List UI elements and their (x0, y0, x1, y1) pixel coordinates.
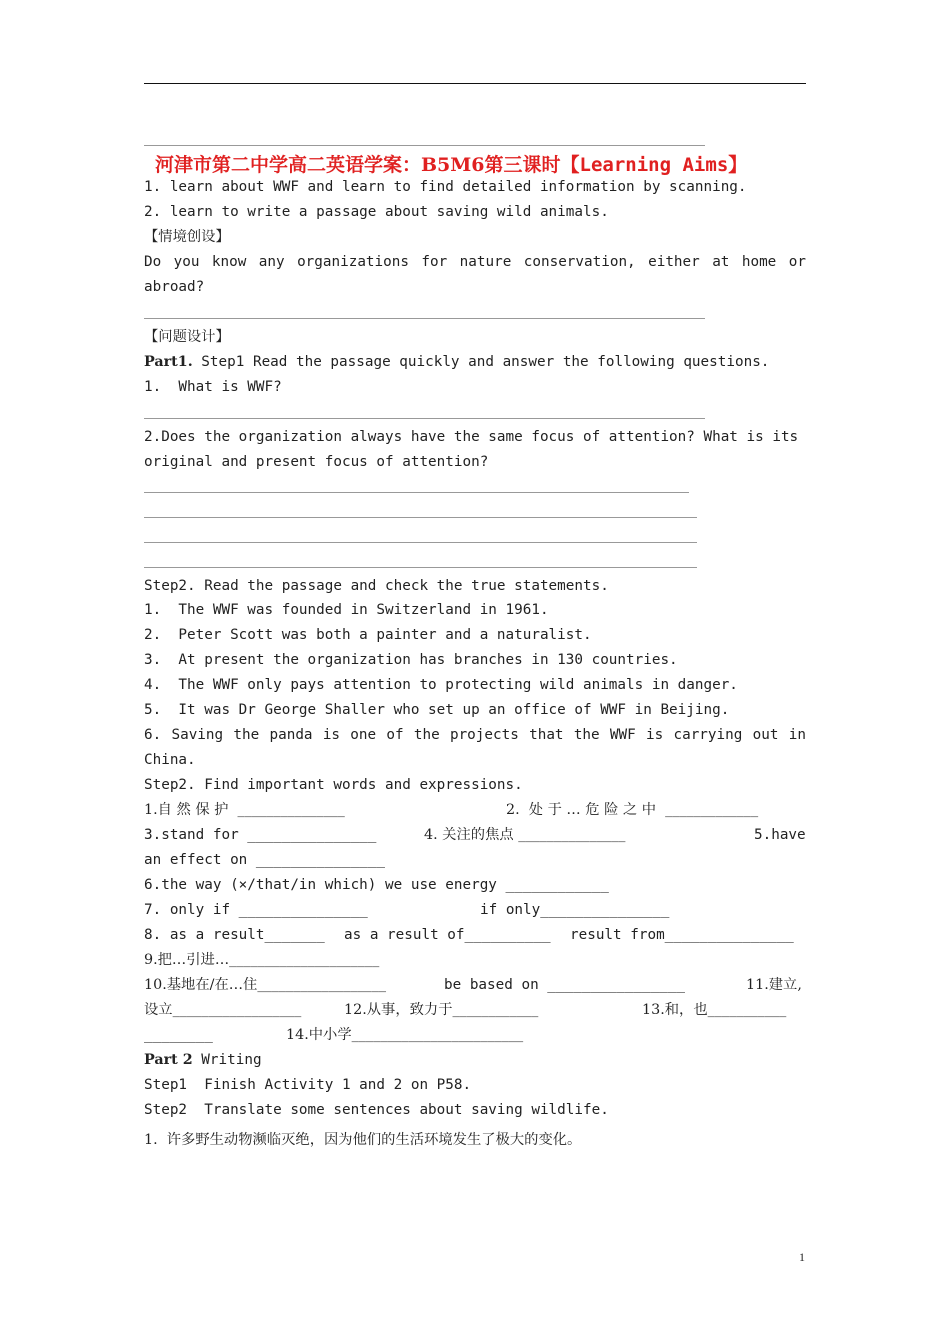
word: the (413, 727, 440, 743)
word: either (648, 254, 700, 270)
word: one (350, 727, 377, 743)
vocab-10b: be based on ________________ (444, 977, 686, 993)
vocab-9: 9.把…引进…_____________________ (144, 952, 380, 968)
page-number: 1 (799, 1250, 805, 1264)
answer-line (144, 418, 705, 419)
part2-title: Writing (192, 1052, 262, 1068)
answer-line[interactable] (144, 567, 697, 568)
situation-question (144, 252, 806, 272)
answer-line[interactable] (144, 492, 689, 493)
statement-1: 1. The WWF was founded in Switzerland in 1961. (144, 602, 549, 618)
word: that (529, 727, 564, 743)
vocab-5: 5.have (754, 827, 806, 843)
word: of (386, 727, 404, 743)
vocab-7a: 7. only if _______________ (144, 902, 368, 918)
problem-header: 【问题设计】 (144, 329, 230, 345)
vocab-1: 1.自 然 保 护 _______________ (144, 802, 345, 818)
vocab-8b: as a result of__________ (344, 927, 551, 943)
word: any (258, 254, 285, 270)
step1-text: Step1 Read the passage quickly and answer the following questions. (192, 354, 770, 370)
vocab-11-cont: 设立__________________ (144, 1002, 302, 1018)
vocab-8a: 8. as a result_______ (144, 927, 325, 943)
part1-step1 (144, 352, 769, 372)
word: the (573, 727, 600, 743)
word: is (646, 727, 664, 743)
title-learning-aims: 【Learning Aims】 (560, 154, 748, 176)
page-title (155, 150, 747, 177)
part2-step2: Step2 Translate some sentences about saving wildlife. (144, 1102, 609, 1118)
question-2-line1: 2.Does the organization always have the same focus of attention? What is its (144, 429, 799, 445)
word: nature (459, 254, 512, 270)
vocab-8c: result from_______________ (570, 927, 794, 943)
vocab-3: 3.stand for _______________ (144, 827, 377, 843)
header-rule (144, 83, 806, 84)
word: in (788, 727, 806, 743)
title-chinese: 河津市第二中学高二英语学案：B5M6第三课时 (155, 154, 561, 176)
statement-6 (144, 725, 806, 745)
vocab-11: 11.建立, (746, 977, 802, 993)
answer-line[interactable] (144, 517, 697, 518)
answer-line[interactable] (144, 542, 697, 543)
vocab-4: 4. 关注的焦点 _______________ (424, 827, 626, 843)
word: home (741, 254, 777, 270)
statement-2: 2. Peter Scott was both a painter and a naturalist. (144, 627, 592, 643)
word: panda (269, 727, 313, 743)
aim-1: 1. learn about WWF and learn to find detailed information by scanning. (144, 179, 747, 195)
word: Saving (171, 727, 224, 743)
situation-header: 【情境创设】 (144, 229, 230, 245)
vocab-14: 14.中小学________________________ (286, 1027, 524, 1043)
word: know (211, 254, 247, 270)
answer-line (144, 145, 705, 146)
word: at (712, 254, 730, 270)
statement-3: 3. At present the organization has branches in 130 countries. (144, 652, 678, 668)
word: you (173, 254, 200, 270)
word: is (322, 727, 341, 743)
word: organizations (297, 254, 409, 270)
vocab-13: 13.和，也___________ (642, 1002, 787, 1018)
question-2-line2: original and present focus of attention? (144, 454, 489, 470)
situation-question-end: abroad? (144, 279, 205, 295)
vocab-7b: if only_______________ (480, 902, 670, 918)
word: conservation, (523, 254, 636, 270)
answer-line (144, 318, 705, 319)
statement-4: 4. The WWF only pays attention to protecting wild animals in danger. (144, 677, 738, 693)
statement-5: 5. It was Dr George Shaller who set up an office of WWF in Beijing. (144, 702, 730, 718)
word: WWF (609, 727, 636, 743)
question-1: 1. What is WWF? (144, 379, 282, 395)
vocab-12: 12.从事，致力于____________ (344, 1002, 539, 1018)
part1-label: Part1. (144, 354, 193, 370)
word: carrying (673, 727, 743, 743)
part2-step1: Step1 Finish Activity 1 and 2 on P58. (144, 1077, 472, 1093)
step2-find-words: Step2. Find important words and expressions. (144, 777, 523, 793)
word: 6. (144, 727, 162, 743)
translate-sentence-1: 1. 许多野生动物濒临灭绝，因为他们的生活环境发生了极大的变化。 (144, 1132, 582, 1148)
vocab-13-cont: ________ (144, 1027, 213, 1043)
vocab-5-cont: an effect on _______________ (144, 852, 386, 868)
vocab-10a: 10.基地在/在…住__________________ (144, 977, 387, 993)
word: for (421, 254, 448, 270)
part2-heading (144, 1050, 262, 1070)
part2-label: Part 2 (144, 1052, 193, 1068)
statement-6-end: China. (144, 752, 196, 768)
aim-2: 2. learn to write a passage about saving wild animals. (144, 204, 609, 220)
step2-check-true: Step2. Read the passage and check the true statements. (144, 578, 609, 594)
word: out (752, 727, 779, 743)
vocab-2: 2. 处 于 … 危 险 之 中 _____________ (506, 802, 759, 818)
word: projects (449, 727, 519, 743)
word: Do (144, 254, 162, 270)
word: the (233, 727, 260, 743)
vocab-6: 6.the way (×/that/in which) we use energy ____________ (144, 877, 609, 893)
word: or (788, 254, 806, 270)
